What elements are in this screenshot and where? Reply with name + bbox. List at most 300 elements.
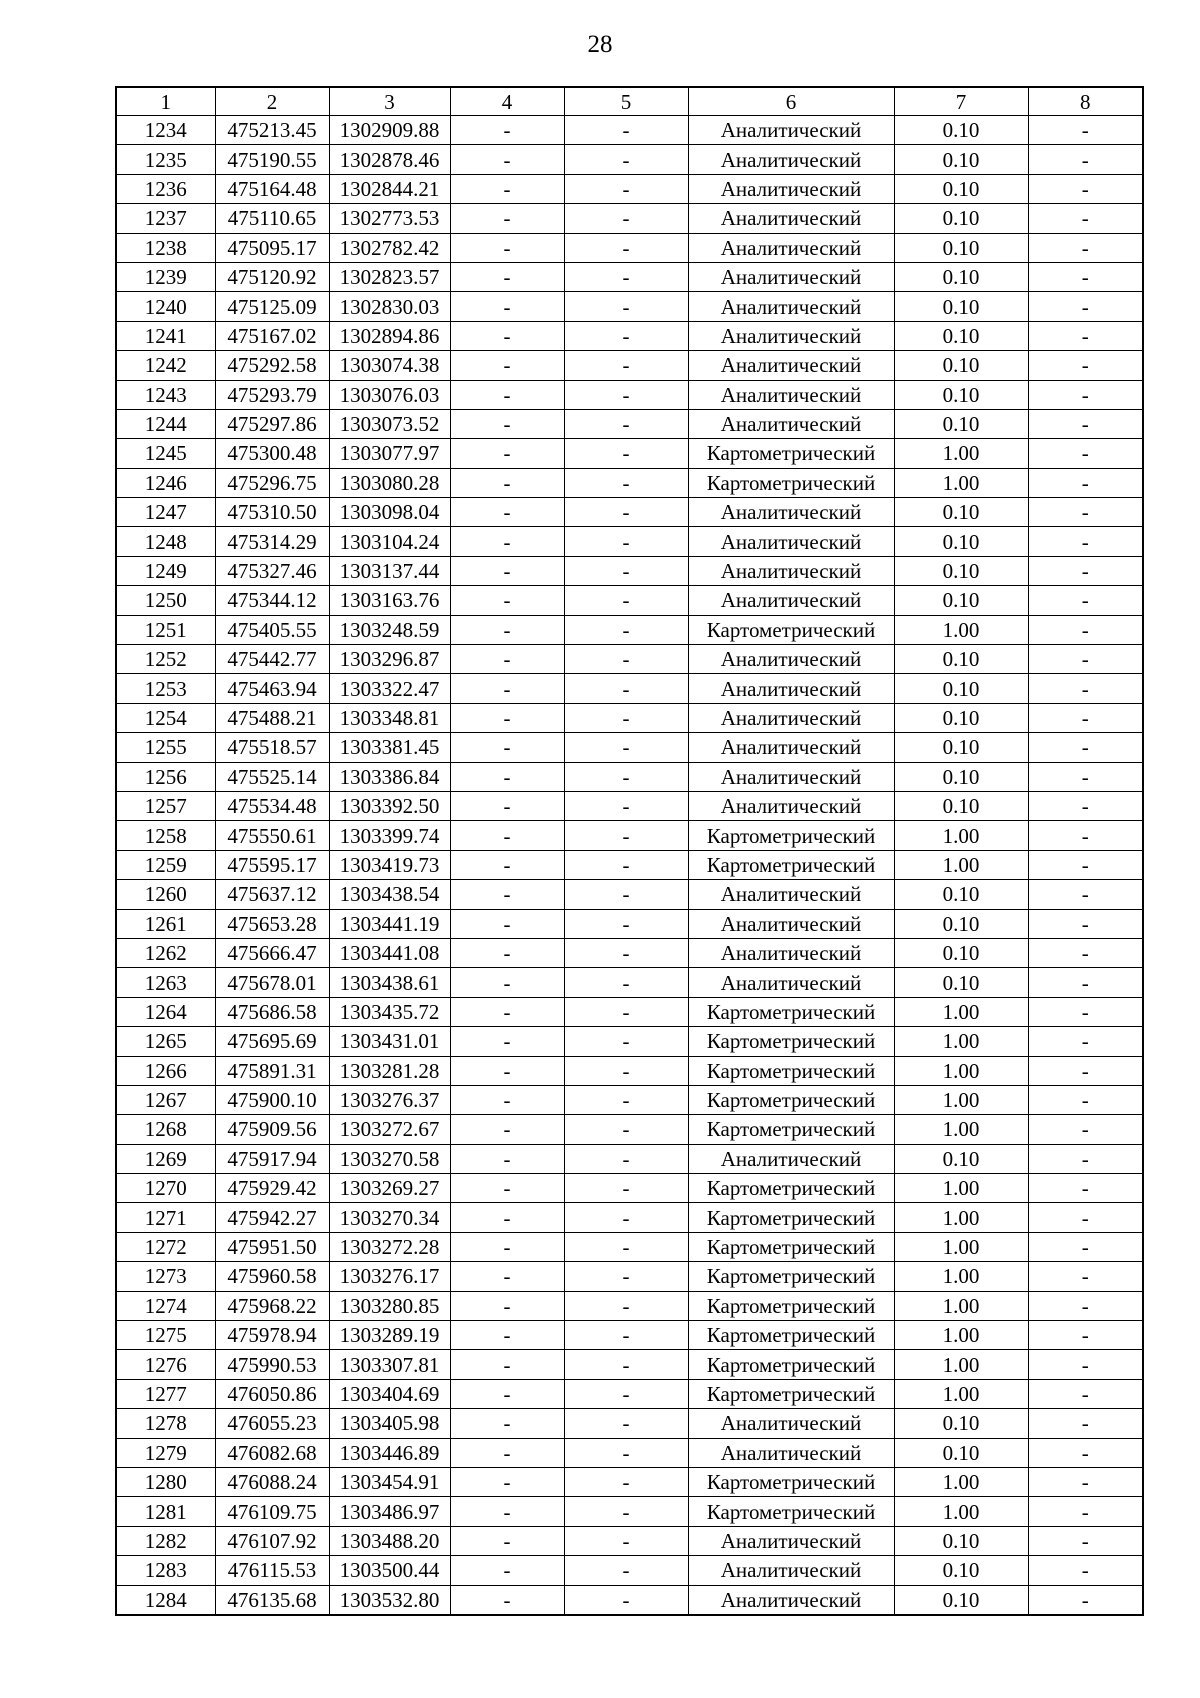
- accuracy: 0.10: [894, 556, 1028, 585]
- col-5-value: -: [564, 351, 688, 380]
- col-8-value: -: [1028, 850, 1143, 879]
- method: Картометрический: [688, 1056, 894, 1085]
- accuracy: 1.00: [894, 1350, 1028, 1379]
- column-header-5: 5: [564, 87, 688, 116]
- y-coordinate: 1302894.86: [329, 321, 450, 350]
- point-number: 1250: [116, 586, 215, 615]
- method: Аналитический: [688, 204, 894, 233]
- col-5-value: -: [564, 674, 688, 703]
- col-8-value: -: [1028, 645, 1143, 674]
- accuracy: 0.10: [894, 586, 1028, 615]
- col-5-value: -: [564, 1232, 688, 1261]
- col-8-value: -: [1028, 1526, 1143, 1555]
- col-5-value: -: [564, 762, 688, 791]
- point-number: 1251: [116, 615, 215, 644]
- col-5-value: -: [564, 1085, 688, 1114]
- y-coordinate: 1302844.21: [329, 174, 450, 203]
- col-5-value: -: [564, 1556, 688, 1585]
- col-8-value: -: [1028, 439, 1143, 468]
- col-4-value: -: [450, 1085, 564, 1114]
- y-coordinate: 1303454.91: [329, 1467, 450, 1496]
- point-number: 1261: [116, 909, 215, 938]
- table-row: [116, 674, 1143, 703]
- y-coordinate: 1303080.28: [329, 468, 450, 497]
- column-header-8: 8: [1028, 87, 1143, 116]
- x-coordinate: 475951.50: [215, 1232, 329, 1261]
- x-coordinate: 475310.50: [215, 498, 329, 527]
- y-coordinate: 1303077.97: [329, 439, 450, 468]
- col-8-value: -: [1028, 351, 1143, 380]
- point-number: 1240: [116, 292, 215, 321]
- method: Картометрический: [688, 1497, 894, 1526]
- y-coordinate: 1303281.28: [329, 1056, 450, 1085]
- col-4-value: -: [450, 1232, 564, 1261]
- table-row: [116, 1056, 1143, 1085]
- y-coordinate: 1302830.03: [329, 292, 450, 321]
- method: Картометрический: [688, 1203, 894, 1232]
- col-5-value: -: [564, 262, 688, 291]
- y-coordinate: 1303272.67: [329, 1115, 450, 1144]
- col-5-value: -: [564, 1056, 688, 1085]
- accuracy: 0.10: [894, 968, 1028, 997]
- table-row: [116, 233, 1143, 262]
- y-coordinate: 1303438.54: [329, 880, 450, 909]
- y-coordinate: 1303381.45: [329, 733, 450, 762]
- col-8-value: -: [1028, 1262, 1143, 1291]
- col-5-value: -: [564, 1526, 688, 1555]
- col-4-value: -: [450, 116, 564, 145]
- col-4-value: -: [450, 556, 564, 585]
- table-row: [116, 733, 1143, 762]
- y-coordinate: 1303296.87: [329, 645, 450, 674]
- col-5-value: -: [564, 1497, 688, 1526]
- method: Аналитический: [688, 791, 894, 820]
- point-number: 1262: [116, 938, 215, 967]
- y-coordinate: 1303272.28: [329, 1232, 450, 1261]
- table-row: [116, 850, 1143, 879]
- accuracy: 1.00: [894, 468, 1028, 497]
- point-number: 1254: [116, 703, 215, 732]
- method: Аналитический: [688, 1409, 894, 1438]
- method: Картометрический: [688, 439, 894, 468]
- x-coordinate: 475344.12: [215, 586, 329, 615]
- col-5-value: -: [564, 1174, 688, 1203]
- y-coordinate: 1303076.03: [329, 380, 450, 409]
- x-coordinate: 475968.22: [215, 1291, 329, 1320]
- col-4-value: -: [450, 262, 564, 291]
- point-number: 1248: [116, 527, 215, 556]
- col-4-value: -: [450, 1438, 564, 1467]
- point-number: 1257: [116, 791, 215, 820]
- method: Картометрический: [688, 1232, 894, 1261]
- accuracy: 1.00: [894, 1174, 1028, 1203]
- table-row: [116, 821, 1143, 850]
- point-number: 1276: [116, 1350, 215, 1379]
- method: Аналитический: [688, 1585, 894, 1615]
- col-4-value: -: [450, 233, 564, 262]
- col-4-value: -: [450, 1203, 564, 1232]
- x-coordinate: 475167.02: [215, 321, 329, 350]
- col-5-value: -: [564, 1027, 688, 1056]
- method: Аналитический: [688, 527, 894, 556]
- table-row: [116, 1409, 1143, 1438]
- col-4-value: -: [450, 997, 564, 1026]
- y-coordinate: 1303137.44: [329, 556, 450, 585]
- method: Аналитический: [688, 1144, 894, 1173]
- col-8-value: -: [1028, 527, 1143, 556]
- x-coordinate: 475164.48: [215, 174, 329, 203]
- point-number: 1264: [116, 997, 215, 1026]
- x-coordinate: 476082.68: [215, 1438, 329, 1467]
- col-4-value: -: [450, 909, 564, 938]
- col-5-value: -: [564, 703, 688, 732]
- col-8-value: -: [1028, 586, 1143, 615]
- col-5-value: -: [564, 498, 688, 527]
- point-number: 1284: [116, 1585, 215, 1615]
- col-5-value: -: [564, 997, 688, 1026]
- method: Аналитический: [688, 498, 894, 527]
- col-5-value: -: [564, 1467, 688, 1496]
- accuracy: 0.10: [894, 909, 1028, 938]
- x-coordinate: 475653.28: [215, 909, 329, 938]
- col-8-value: -: [1028, 1144, 1143, 1173]
- x-coordinate: 476107.92: [215, 1526, 329, 1555]
- method: Аналитический: [688, 674, 894, 703]
- col-5-value: -: [564, 527, 688, 556]
- accuracy: 1.00: [894, 1115, 1028, 1144]
- x-coordinate: 476135.68: [215, 1585, 329, 1615]
- y-coordinate: 1303486.97: [329, 1497, 450, 1526]
- col-4-value: -: [450, 1467, 564, 1496]
- col-4-value: -: [450, 1350, 564, 1379]
- x-coordinate: 475296.75: [215, 468, 329, 497]
- method: Картометрический: [688, 1174, 894, 1203]
- col-8-value: -: [1028, 262, 1143, 291]
- point-number: 1253: [116, 674, 215, 703]
- y-coordinate: 1303500.44: [329, 1556, 450, 1585]
- col-5-value: -: [564, 791, 688, 820]
- point-number: 1244: [116, 409, 215, 438]
- table-row: [116, 1291, 1143, 1320]
- col-5-value: -: [564, 733, 688, 762]
- method: Картометрический: [688, 1291, 894, 1320]
- table-row: [116, 292, 1143, 321]
- y-coordinate: 1303441.19: [329, 909, 450, 938]
- point-number: 1274: [116, 1291, 215, 1320]
- col-8-value: -: [1028, 997, 1143, 1026]
- accuracy: 1.00: [894, 821, 1028, 850]
- point-number: 1268: [116, 1115, 215, 1144]
- y-coordinate: 1302782.42: [329, 233, 450, 262]
- table-row: [116, 409, 1143, 438]
- x-coordinate: 475637.12: [215, 880, 329, 909]
- table-row: [116, 498, 1143, 527]
- accuracy: 0.10: [894, 674, 1028, 703]
- col-4-value: -: [450, 527, 564, 556]
- x-coordinate: 475525.14: [215, 762, 329, 791]
- point-number: 1273: [116, 1262, 215, 1291]
- method: Картометрический: [688, 615, 894, 644]
- accuracy: 1.00: [894, 1056, 1028, 1085]
- accuracy: 0.10: [894, 1409, 1028, 1438]
- point-number: 1265: [116, 1027, 215, 1056]
- y-coordinate: 1303248.59: [329, 615, 450, 644]
- method: Картометрический: [688, 821, 894, 850]
- point-number: 1245: [116, 439, 215, 468]
- col-4-value: -: [450, 292, 564, 321]
- method: Картометрический: [688, 1085, 894, 1114]
- col-5-value: -: [564, 556, 688, 585]
- col-5-value: -: [564, 1379, 688, 1408]
- col-5-value: -: [564, 850, 688, 879]
- col-4-value: -: [450, 1174, 564, 1203]
- y-coordinate: 1303399.74: [329, 821, 450, 850]
- method: Картометрический: [688, 997, 894, 1026]
- col-8-value: -: [1028, 1174, 1143, 1203]
- col-4-value: -: [450, 1526, 564, 1555]
- col-5-value: -: [564, 380, 688, 409]
- col-5-value: -: [564, 586, 688, 615]
- table-row: [116, 762, 1143, 791]
- col-5-value: -: [564, 145, 688, 174]
- col-4-value: -: [450, 968, 564, 997]
- col-5-value: -: [564, 439, 688, 468]
- col-4-value: -: [450, 1497, 564, 1526]
- col-4-value: -: [450, 1556, 564, 1585]
- table-row: [116, 321, 1143, 350]
- col-4-value: -: [450, 351, 564, 380]
- x-coordinate: 475686.58: [215, 997, 329, 1026]
- method: Аналитический: [688, 733, 894, 762]
- table-row: [116, 1350, 1143, 1379]
- col-8-value: -: [1028, 174, 1143, 203]
- x-coordinate: 475488.21: [215, 703, 329, 732]
- col-5-value: -: [564, 292, 688, 321]
- accuracy: 0.10: [894, 1438, 1028, 1467]
- x-coordinate: 475110.65: [215, 204, 329, 233]
- column-header-2: 2: [215, 87, 329, 116]
- point-number: 1266: [116, 1056, 215, 1085]
- accuracy: 1.00: [894, 997, 1028, 1026]
- x-coordinate: 475678.01: [215, 968, 329, 997]
- table-row: [116, 556, 1143, 585]
- method: Аналитический: [688, 703, 894, 732]
- col-4-value: -: [450, 1321, 564, 1350]
- x-coordinate: 475550.61: [215, 821, 329, 850]
- point-number: 1247: [116, 498, 215, 527]
- method: Аналитический: [688, 233, 894, 262]
- x-coordinate: 476055.23: [215, 1409, 329, 1438]
- col-4-value: -: [450, 1027, 564, 1056]
- x-coordinate: 475929.42: [215, 1174, 329, 1203]
- col-8-value: -: [1028, 380, 1143, 409]
- method: Картометрический: [688, 468, 894, 497]
- col-4-value: -: [450, 586, 564, 615]
- table-row: [116, 527, 1143, 556]
- table-row: [116, 1085, 1143, 1114]
- point-number: 1252: [116, 645, 215, 674]
- method: Аналитический: [688, 880, 894, 909]
- col-5-value: -: [564, 409, 688, 438]
- col-5-value: -: [564, 204, 688, 233]
- x-coordinate: 475442.77: [215, 645, 329, 674]
- accuracy: 0.10: [894, 233, 1028, 262]
- col-8-value: -: [1028, 1027, 1143, 1056]
- method: Картометрический: [688, 1350, 894, 1379]
- table-row: [116, 586, 1143, 615]
- method: Картометрический: [688, 1027, 894, 1056]
- method: Аналитический: [688, 145, 894, 174]
- col-5-value: -: [564, 233, 688, 262]
- table-header: [116, 87, 1143, 116]
- col-4-value: -: [450, 762, 564, 791]
- x-coordinate: 476109.75: [215, 1497, 329, 1526]
- accuracy: 0.10: [894, 1144, 1028, 1173]
- x-coordinate: 475990.53: [215, 1350, 329, 1379]
- col-4-value: -: [450, 674, 564, 703]
- x-coordinate: 475300.48: [215, 439, 329, 468]
- col-4-value: -: [450, 703, 564, 732]
- col-4-value: -: [450, 1291, 564, 1320]
- point-number: 1270: [116, 1174, 215, 1203]
- x-coordinate: 475960.58: [215, 1262, 329, 1291]
- accuracy: 1.00: [894, 439, 1028, 468]
- header-row: [116, 87, 1143, 116]
- accuracy: 0.10: [894, 145, 1028, 174]
- col-5-value: -: [564, 321, 688, 350]
- table-row: [116, 145, 1143, 174]
- point-number: 1236: [116, 174, 215, 203]
- col-8-value: -: [1028, 1438, 1143, 1467]
- table-row: [116, 615, 1143, 644]
- method: Аналитический: [688, 968, 894, 997]
- col-8-value: -: [1028, 145, 1143, 174]
- accuracy: 1.00: [894, 1321, 1028, 1350]
- x-coordinate: 475327.46: [215, 556, 329, 585]
- x-coordinate: 475293.79: [215, 380, 329, 409]
- y-coordinate: 1303280.85: [329, 1291, 450, 1320]
- point-number: 1282: [116, 1526, 215, 1555]
- point-number: 1267: [116, 1085, 215, 1114]
- table-row: [116, 1203, 1143, 1232]
- point-number: 1278: [116, 1409, 215, 1438]
- col-8-value: -: [1028, 468, 1143, 497]
- accuracy: 0.10: [894, 292, 1028, 321]
- col-5-value: -: [564, 821, 688, 850]
- col-8-value: -: [1028, 821, 1143, 850]
- col-8-value: -: [1028, 116, 1143, 145]
- x-coordinate: 475213.45: [215, 116, 329, 145]
- col-5-value: -: [564, 1409, 688, 1438]
- point-number: 1235: [116, 145, 215, 174]
- y-coordinate: 1302773.53: [329, 204, 450, 233]
- y-coordinate: 1303438.61: [329, 968, 450, 997]
- point-number: 1283: [116, 1556, 215, 1585]
- y-coordinate: 1303435.72: [329, 997, 450, 1026]
- x-coordinate: 475891.31: [215, 1056, 329, 1085]
- col-5-value: -: [564, 909, 688, 938]
- col-8-value: -: [1028, 1203, 1143, 1232]
- col-8-value: -: [1028, 733, 1143, 762]
- point-number: 1269: [116, 1144, 215, 1173]
- col-8-value: -: [1028, 762, 1143, 791]
- accuracy: 0.10: [894, 498, 1028, 527]
- x-coordinate: 475314.29: [215, 527, 329, 556]
- table-row: [116, 1027, 1143, 1056]
- col-4-value: -: [450, 645, 564, 674]
- point-number: 1279: [116, 1438, 215, 1467]
- y-coordinate: 1303431.01: [329, 1027, 450, 1056]
- method: Аналитический: [688, 321, 894, 350]
- x-coordinate: 476088.24: [215, 1467, 329, 1496]
- point-number: 1281: [116, 1497, 215, 1526]
- y-coordinate: 1303532.80: [329, 1585, 450, 1615]
- x-coordinate: 475978.94: [215, 1321, 329, 1350]
- table-row: [116, 968, 1143, 997]
- col-8-value: -: [1028, 498, 1143, 527]
- point-number: 1241: [116, 321, 215, 350]
- column-header-4: 4: [450, 87, 564, 116]
- point-number: 1256: [116, 762, 215, 791]
- col-4-value: -: [450, 791, 564, 820]
- col-8-value: -: [1028, 880, 1143, 909]
- table-row: [116, 1497, 1143, 1526]
- table-row: [116, 439, 1143, 468]
- accuracy: 0.10: [894, 1556, 1028, 1585]
- col-8-value: -: [1028, 1467, 1143, 1496]
- accuracy: 0.10: [894, 1526, 1028, 1555]
- col-8-value: -: [1028, 968, 1143, 997]
- x-coordinate: 475900.10: [215, 1085, 329, 1114]
- accuracy: 0.10: [894, 703, 1028, 732]
- accuracy: 0.10: [894, 1585, 1028, 1615]
- col-4-value: -: [450, 1379, 564, 1408]
- y-coordinate: 1303419.73: [329, 850, 450, 879]
- method: Аналитический: [688, 409, 894, 438]
- col-4-value: -: [450, 1409, 564, 1438]
- col-8-value: -: [1028, 1321, 1143, 1350]
- method: Аналитический: [688, 1556, 894, 1585]
- col-4-value: -: [450, 880, 564, 909]
- column-header-1: 1: [116, 87, 215, 116]
- x-coordinate: 475405.55: [215, 615, 329, 644]
- accuracy: 0.10: [894, 204, 1028, 233]
- y-coordinate: 1303098.04: [329, 498, 450, 527]
- table-row: [116, 1556, 1143, 1585]
- col-8-value: -: [1028, 1497, 1143, 1526]
- col-8-value: -: [1028, 703, 1143, 732]
- accuracy: 1.00: [894, 1232, 1028, 1261]
- table-row: [116, 1174, 1143, 1203]
- y-coordinate: 1303276.17: [329, 1262, 450, 1291]
- col-4-value: -: [450, 174, 564, 203]
- accuracy: 1.00: [894, 1467, 1028, 1496]
- accuracy: 1.00: [894, 1262, 1028, 1291]
- method: Аналитический: [688, 292, 894, 321]
- col-8-value: -: [1028, 1379, 1143, 1408]
- col-5-value: -: [564, 1438, 688, 1467]
- method: Картометрический: [688, 1115, 894, 1144]
- table-row: [116, 1262, 1143, 1291]
- col-5-value: -: [564, 615, 688, 644]
- table-row: [116, 262, 1143, 291]
- table-row: [116, 174, 1143, 203]
- point-number: 1258: [116, 821, 215, 850]
- col-8-value: -: [1028, 1350, 1143, 1379]
- table-row: [116, 380, 1143, 409]
- col-5-value: -: [564, 174, 688, 203]
- accuracy: 1.00: [894, 850, 1028, 879]
